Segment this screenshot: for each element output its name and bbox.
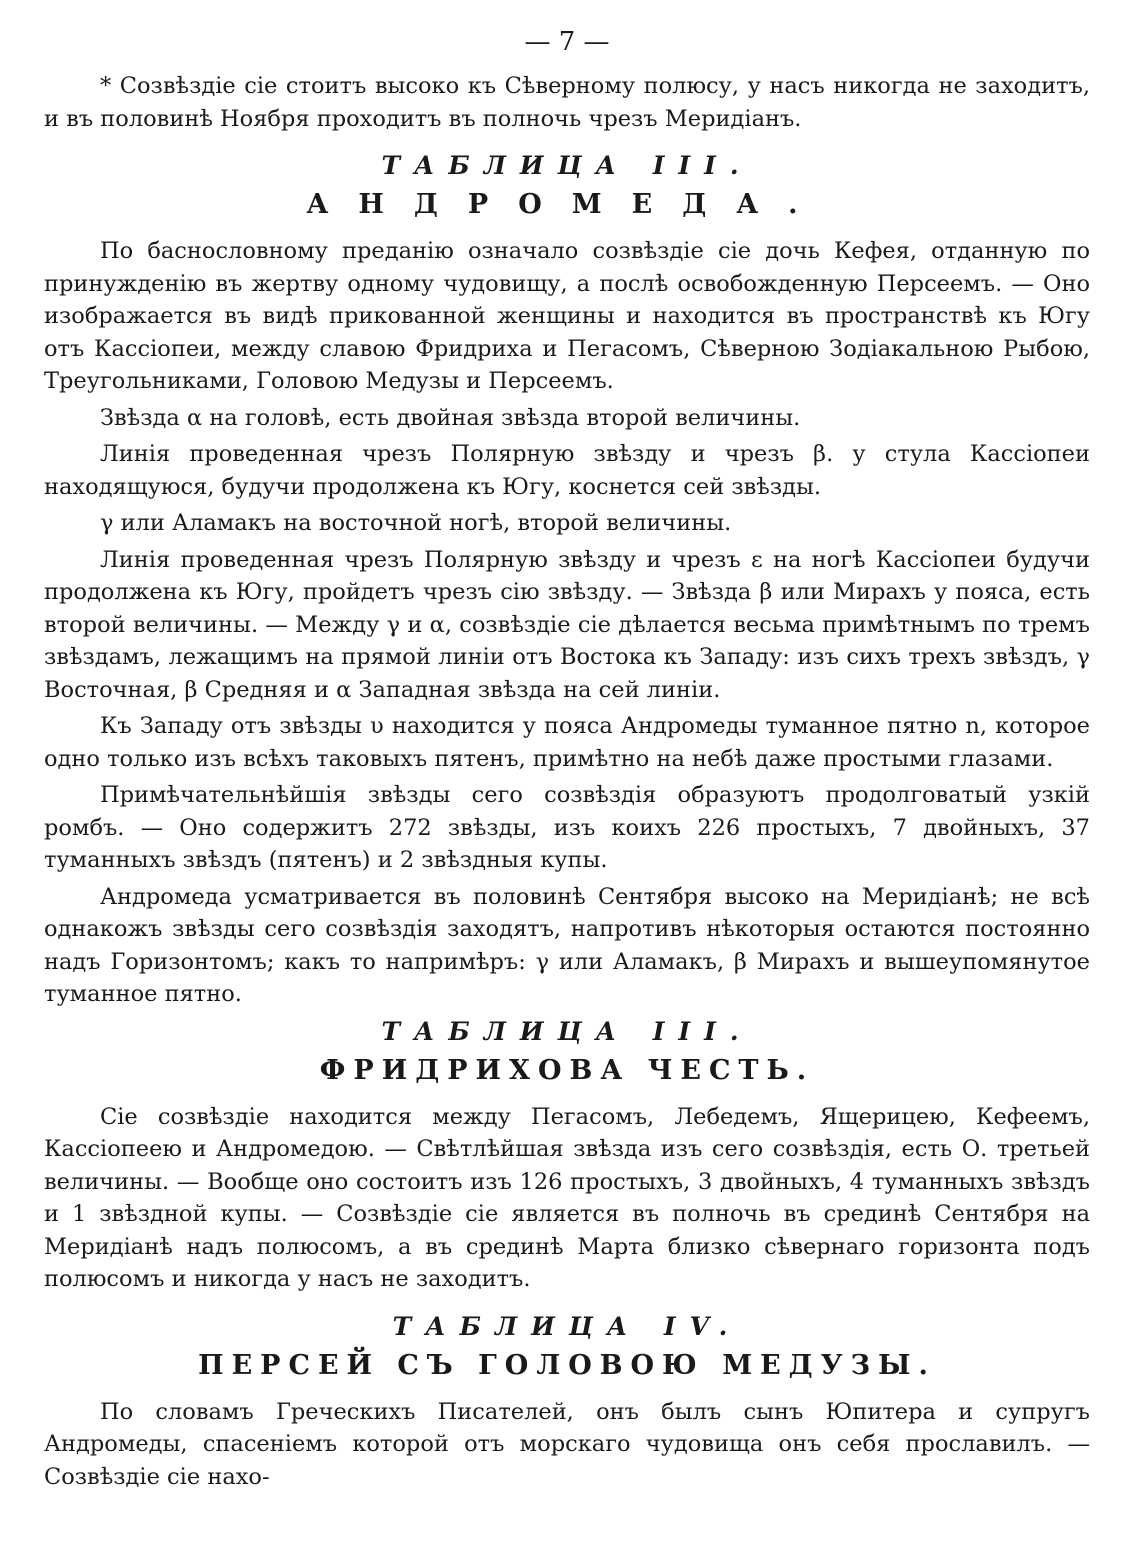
section-title: ПЕРСЕЙ СЪ ГОЛОВОЮ МЕДУЗЫ. xyxy=(198,1349,936,1381)
paragraph: По баснословному преданію означало созвѣздіе сіе дочь Кефея, отданную по принужденію въ жертву одному чудовищу, а послѣ освобожденную Персеемъ. — Оно изображается въ видѣ прикованной женщины и находится въ пространствѣ къ Югу отъ Кассіопеи, между славою Фридриха и Пегасомъ, Сѣверною Зодіакальною Рыбою, Треугольниками, Головою Медузы и Персеемъ. xyxy=(44,238,1090,394)
paragraph: Сіе созвѣздіе находится между Пегасомъ, Лебедемъ, Ящерицею, Кефеемъ, Кассіопеею и Андромедою. — Свѣтлѣйшая звѣзда изъ сего созвѣздія, есть О. третьей величины. — Вообще оно состоитъ изъ 126 простыхъ, 3 двойныхъ, 4 туманныхъ звѣздъ и 1 звѣздной купы. — Созвѣздіе сіе является въ полночь въ срединѣ Сентября на Меридіанѣ надъ полюсомъ, а въ срединѣ Марта близко сѣвернаго горизонта подъ полюсомъ и никогда у насъ не заходитъ. xyxy=(44,1103,1090,1292)
section-title: АНДРОМЕДА. xyxy=(306,189,828,220)
paragraph: Линія проведенная чрезъ Полярную звѣзду и чрезъ β. у стула Кассіопеи находящуюся, будучи продолжена къ Югу, коснется сей звѣзды. xyxy=(44,441,1090,500)
paragraph: Андромеда усматривается въ половинѣ Сентября высоко на Меридіанѣ; не всѣ однакожъ звѣзды сего созвѣздія заходятъ, напротивъ нѣкоторыя остаются постоянно надъ Горизонтомъ; какъ то напримѣръ: γ или Аламакъ, β Мирахъ и вышеупомянутое туманное пятно. xyxy=(44,883,1090,1007)
paragraph: Линія проведенная чрезъ Полярную звѣзду и чрезъ ε на ногѣ Кассіопеи будучи продолжена къ Югу, пройдетъ чрезъ сію звѣзду. — Звѣзда β или Мирахъ у пояса, есть второй величины. — Между γ и α, созвѣздіе сіе дѣлается весьма примѣтнымъ по тремъ звѣздамъ, лежащимъ на прямой линіи отъ Востока къ Западу: изъ сихъ трехъ звѣздъ, γ Восточная, β Средняя и α Западная звѣзда на сей линіи. xyxy=(44,546,1090,703)
section-fridrikhova-chest xyxy=(44,1015,1090,1296)
section-title: ФРИДРИХОВА ЧЕСТЬ. xyxy=(319,1054,815,1086)
paragraph: γ или Аламакъ на восточной ногѣ, второй величины. xyxy=(100,510,732,536)
section-persei xyxy=(44,1310,1090,1494)
footnote: * Созвѣздіе сіе стоитъ высоко къ Сѣверному полюсу, у насъ никогда не заходитъ, и въ половинѣ Ноября проходитъ въ полночь чрезъ Меридіанъ. xyxy=(44,73,1090,132)
paragraph: По словамъ Греческихъ Писателей, онъ былъ сынъ Юпитера и супругъ Андромеды, спасеніемъ которой отъ морскаго чудовища онъ себя прославилъ. — Созвѣздіе сіе нахо- xyxy=(44,1398,1090,1490)
paragraph: Примѣчательнѣйшія звѣзды сего созвѣздія образуютъ продолговатый узкій ромбъ. — Оно содержитъ 272 звѣзды, изъ коихъ 226 простыхъ, 7 двойныхъ, 37 туманныхъ звѣздъ (пятенъ) и 2 звѣздныя купы. xyxy=(44,782,1090,873)
page-number: — 7 — xyxy=(524,27,610,57)
section-andromeda xyxy=(44,149,1090,1011)
table-heading: ТАБЛИЦА III. xyxy=(381,1016,753,1046)
paragraph: Къ Западу отъ звѣзды υ находится у пояса Андромеды туманное пятно n, которое одно только изъ всѣхъ таковыхъ пятенъ, примѣтно на небѣ даже простыми глазами. xyxy=(44,713,1090,772)
table-heading: ТАБЛИЦА IV. xyxy=(392,1311,742,1341)
paragraph: Звѣзда α на головѣ, есть двойная звѣзда второй величины. xyxy=(100,404,801,431)
table-heading: ТАБЛИЦА III. xyxy=(381,151,753,180)
